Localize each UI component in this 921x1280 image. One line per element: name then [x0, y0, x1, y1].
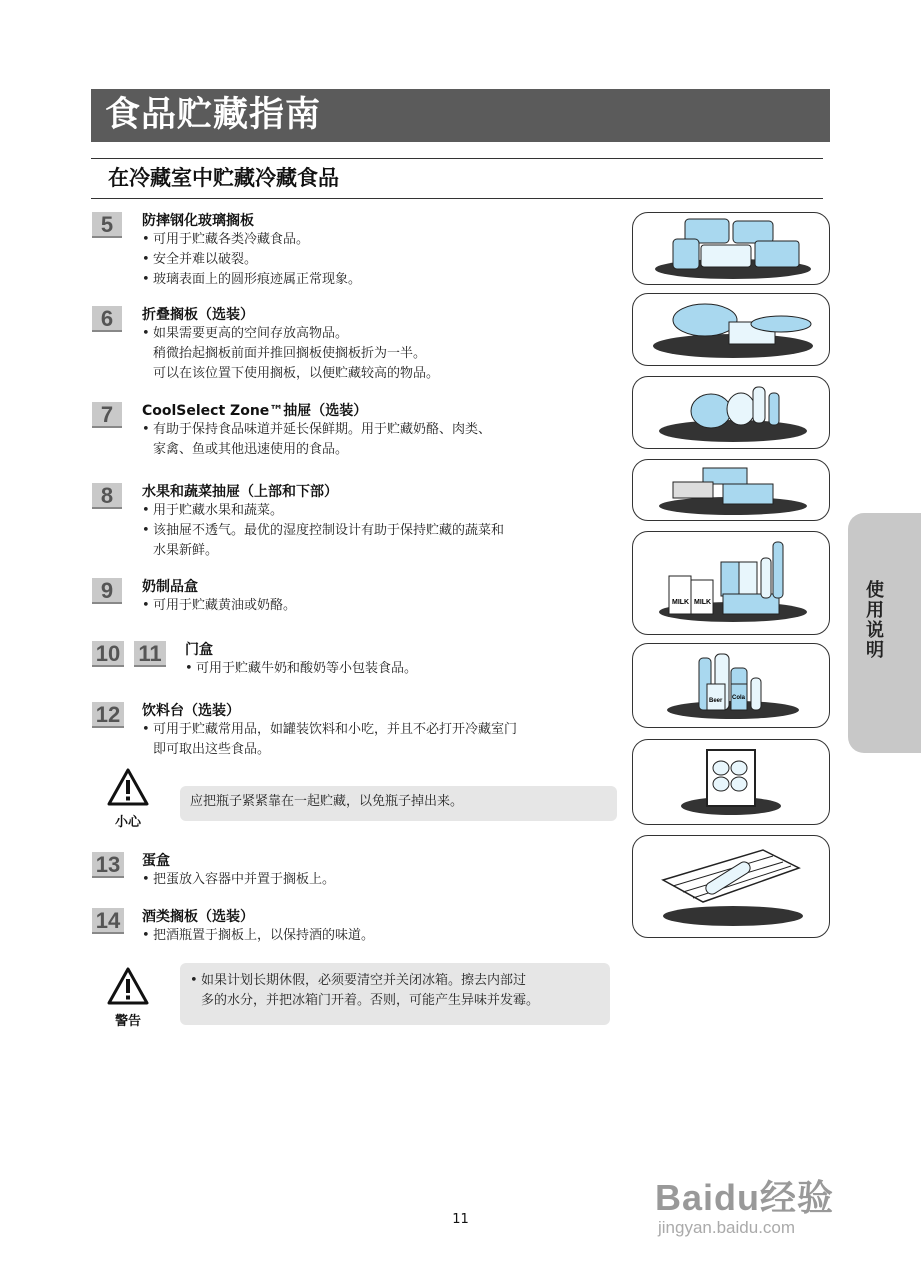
item-title: 防摔钢化玻璃搁板 [142, 213, 254, 229]
side-tab-label: 使用说明 [863, 580, 884, 660]
bullet: • 把酒瓶置于搁板上，以保持酒的味道。 [142, 928, 375, 943]
bullet-continuation: 稍微抬起搁板前面并推回搁板使搁板折为一半。 [153, 346, 427, 361]
item-number: 13 [92, 852, 124, 878]
drink-bottles-icon [633, 644, 829, 726]
item-title: 折叠搁板（选装） [142, 307, 254, 323]
watermark-url: jingyan.baidu.com [658, 1218, 796, 1237]
item-number: 11 [134, 641, 166, 667]
packaged-food-icon [633, 460, 829, 519]
item-number: 8 [92, 483, 122, 509]
bullet-continuation: 家禽、鱼或其他迅速使用的食品。 [153, 442, 349, 457]
svg-text:Cola: Cola [732, 695, 746, 701]
bullet: • 可用于贮藏各类冷藏食品。 [142, 232, 310, 247]
bullet: • 用于贮藏水果和蔬菜。 [142, 503, 284, 518]
illustration-dairy-compartment [632, 531, 830, 635]
caution-notice [180, 786, 617, 821]
bullet: • 可用于贮藏黄油或奶酪。 [142, 598, 297, 613]
item-title: 水果和蔬菜抽屉（上部和下部） [142, 484, 338, 500]
page-number: 11 [452, 1212, 469, 1227]
bullet: • 该抽屉不透气。最优的湿度控制设计有助于保持贮藏的蔬菜和 [142, 523, 505, 538]
bullet-continuation: 即可取出这些食品。 [153, 742, 271, 757]
bullet-continuation: 可以在该位置下使用搁板，以便贮藏较高的物品。 [153, 366, 440, 381]
page-title: 食品贮藏指南 [91, 89, 830, 142]
svg-text:Beer: Beer [709, 698, 723, 704]
item-number: 14 [92, 908, 124, 934]
svg-text:MILK: MILK [694, 599, 712, 606]
item-number: 6 [92, 306, 122, 332]
item-title: 蛋盒 [142, 853, 170, 869]
warning-label: 警告 [114, 1014, 141, 1029]
divider [91, 198, 823, 199]
illustration-coolselect-drawer [632, 376, 830, 449]
caution-text: 应把瓶子紧紧靠在一起贮藏，以免瓶子掉出来。 [190, 794, 464, 809]
item-title: CoolSelect Zone™抽屉（选装） [142, 403, 368, 419]
illustration-glass-shelf [632, 212, 830, 285]
item-number: 10 [92, 641, 124, 667]
bullet: • 玻璃表面上的圆形痕迹属正常现象。 [142, 272, 362, 287]
illustration-door-bins [632, 643, 830, 728]
bullet-continuation: 多的水分，并把冰箱门开着。否则，可能产生异味并发霉。 [201, 993, 540, 1008]
item-title: 奶制品盒 [142, 579, 198, 595]
item-number: 7 [92, 402, 122, 428]
warning-sign [106, 966, 150, 1029]
food-containers-icon [633, 213, 829, 283]
bullet: • 如果需要更高的空间存放高物品。 [142, 326, 349, 341]
bullet-continuation: 水果新鲜。 [153, 543, 219, 558]
bullet: • 如果计划长期休假，必须要清空并关闭冰箱。擦去内部过 [190, 973, 527, 988]
bullet: • 安全并难以破裂。 [142, 252, 258, 267]
illustration-wine-shelf [632, 835, 830, 938]
milk-and-bottles-icon [633, 532, 829, 633]
item-number: 5 [92, 212, 122, 238]
bullet: • 可用于贮藏牛奶和酸奶等小包装食品。 [185, 661, 418, 676]
warning-notice [180, 963, 610, 1025]
item-number: 9 [92, 578, 122, 604]
item-title: 门盒 [185, 642, 213, 658]
divider [91, 158, 823, 159]
item-title: 酒类搁板（选装） [142, 909, 254, 925]
illustration-fruit-vegetable-drawer [632, 459, 830, 521]
section-subtitle: 在冷藏室中贮藏冷藏食品 [108, 166, 339, 190]
warning-triangle-icon [106, 767, 150, 807]
caution-label: 小心 [114, 815, 141, 830]
bullet: • 把蛋放入容器中并置于搁板上。 [142, 872, 336, 887]
warning-triangle-icon [106, 966, 150, 1006]
meat-and-fish-icon [633, 294, 829, 364]
illustration-egg-box [632, 739, 830, 825]
illustration-folding-shelf [632, 293, 830, 366]
bullet: • 有助于保持食品味道并延长保鲜期。用于贮藏奶酪、肉类、 [142, 422, 492, 437]
bullet: • 可用于贮藏常用品，如罐装饮料和小吃，并且不必打开冷藏室门 [142, 722, 518, 737]
watermark-logo: Baidu经验 [655, 1177, 835, 1218]
vegetables-icon [633, 377, 829, 447]
wine-bottle-rack-icon [633, 836, 829, 936]
item-number: 12 [92, 702, 124, 728]
caution-sign [106, 767, 150, 830]
egg-container-icon [633, 740, 829, 823]
svg-text:MILK: MILK [672, 599, 690, 606]
item-title: 饮料台（选装） [142, 703, 240, 719]
